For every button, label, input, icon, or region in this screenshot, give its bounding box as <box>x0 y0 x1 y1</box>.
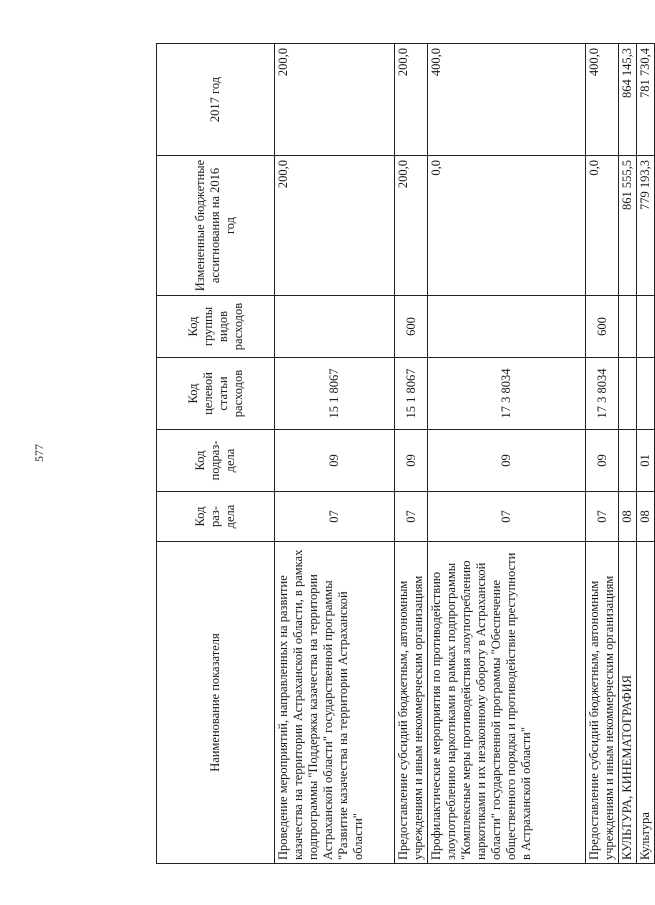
header-subsection: Код подраз-дела <box>157 430 275 492</box>
row-name: Предоставление субсидий бюджетным, автономным учреждениям и иным некоммерческим организациям <box>395 542 428 864</box>
row-target: 15 1 8067 <box>395 358 428 430</box>
row-amount-2016: 0,0 <box>586 156 619 296</box>
header-name: Наименование показателя <box>157 542 275 864</box>
row-group <box>428 296 586 358</box>
row-target: 17 3 8034 <box>428 358 586 430</box>
row-amount-2016: 200,0 <box>275 156 395 296</box>
row-amount-2017: 781 730,4 <box>637 44 655 156</box>
row-subsection: 09 <box>395 430 428 492</box>
row-amount-2017: 400,0 <box>428 44 586 156</box>
row-amount-2016: 0,0 <box>428 156 586 296</box>
budget-table-frame <box>156 44 652 864</box>
row-subsection: 09 <box>275 430 395 492</box>
header-section: Код раз-дела <box>157 492 275 542</box>
row-target: 17 3 8034 <box>586 358 619 430</box>
header-amount-2017: 2017 год <box>157 44 275 156</box>
row-group: 600 <box>586 296 619 358</box>
row-target <box>637 358 655 430</box>
row-amount-2017: 200,0 <box>395 44 428 156</box>
table-row <box>395 44 428 864</box>
table-header-row <box>157 44 275 864</box>
row-subsection: 01 <box>637 430 655 492</box>
row-subsection <box>619 430 637 492</box>
row-group: 600 <box>395 296 428 358</box>
budget-table <box>156 43 655 864</box>
row-name: Предоставление субсидий бюджетным, автономным учреждениям и иным некоммерческим организациям <box>586 542 619 864</box>
header-amount-2016: Измененные бюджетные ассигнования на 2016 год <box>157 156 275 296</box>
row-target: 15 1 8067 <box>275 358 395 430</box>
table-row <box>619 44 637 864</box>
row-amount-2016: 200,0 <box>395 156 428 296</box>
row-section: 08 <box>637 492 655 542</box>
row-amount-2017: 200,0 <box>275 44 395 156</box>
row-group <box>637 296 655 358</box>
table-row <box>586 44 619 864</box>
row-amount-2017: 400,0 <box>586 44 619 156</box>
row-amount-2017: 864 145,3 <box>619 44 637 156</box>
row-target <box>619 358 637 430</box>
row-name: Проведение мероприятий, направленных на развитие казачества на территории Астраханской области, в рамках подпрограммы "Поддержка казачества на территории Астраханской области" государственной программы "Развитие казачества на территории Астраханской области" <box>275 542 395 864</box>
row-name: КУЛЬТУРА, КИНЕМАТОГРАФИЯ <box>619 542 637 864</box>
row-amount-2016: 779 193,3 <box>637 156 655 296</box>
row-name: Культура <box>637 542 655 864</box>
row-group <box>275 296 395 358</box>
table-row <box>637 44 655 864</box>
header-expense-group: Код группы видов расходов <box>157 296 275 358</box>
row-section: 07 <box>428 492 586 542</box>
row-section: 07 <box>395 492 428 542</box>
row-subsection: 09 <box>586 430 619 492</box>
row-section: 07 <box>586 492 619 542</box>
row-name: Профилактические мероприятия по противодействию злоупотреблению наркотиками в рамках подпрограммы "Комплексные меры противодействия злоупотреблению наркотиками и их незаконному обороту в Астраханской области" государственной программы "Обеспечение общественного порядка и противодействие преступности в Астраханской области" <box>428 542 586 864</box>
row-group <box>619 296 637 358</box>
row-section: 07 <box>275 492 395 542</box>
header-target-item: Код целевой статьи расходов <box>157 358 275 430</box>
row-section: 08 <box>619 492 637 542</box>
row-subsection: 09 <box>428 430 586 492</box>
page-number: 577 <box>32 444 46 462</box>
table-row <box>275 44 395 864</box>
row-amount-2016: 861 555,5 <box>619 156 637 296</box>
table-row <box>428 44 586 864</box>
